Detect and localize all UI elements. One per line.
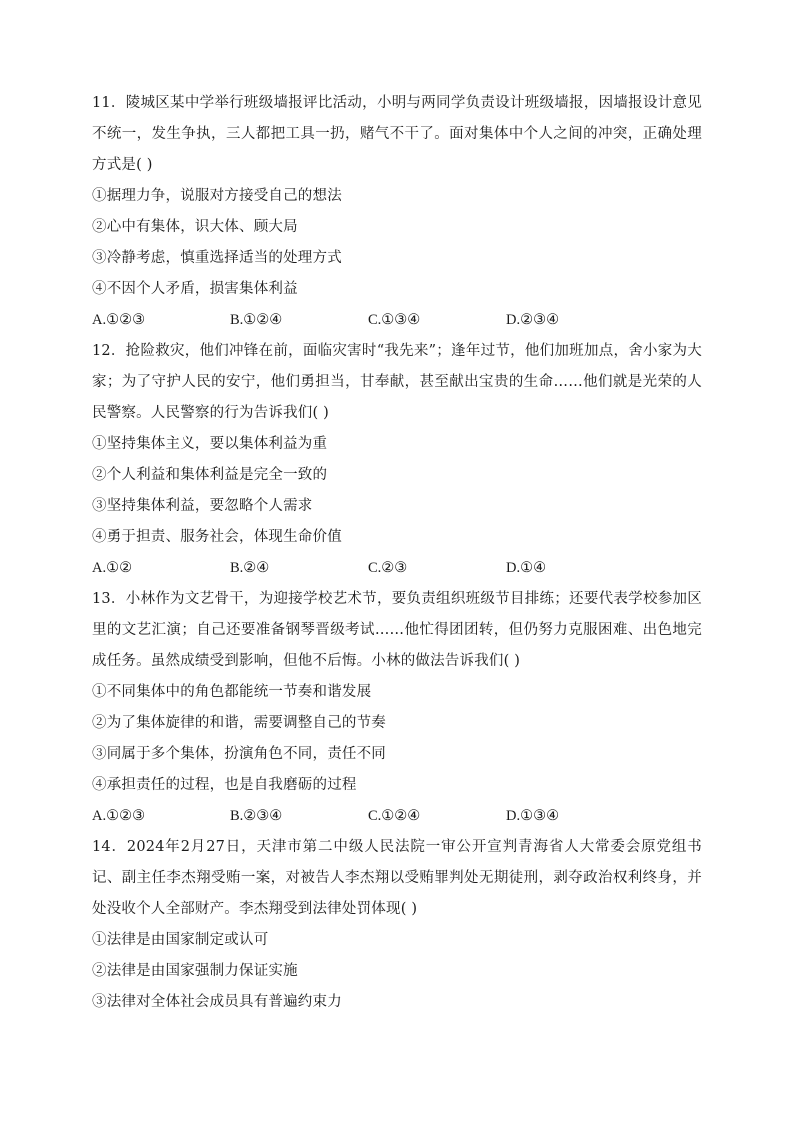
choice-b: B.②③④ bbox=[230, 808, 283, 824]
statement-4: ④勇于担责、服务社会，体现生命价值 bbox=[92, 529, 342, 545]
statement-3: ③法律对全体社会成员具有普遍约束力 bbox=[92, 994, 342, 1010]
choice-b: B.①②④ bbox=[230, 312, 283, 328]
statement-1: ①不同集体中的角色都能统一节奏和谐发展 bbox=[92, 684, 372, 700]
statement-1: ①法律是由国家制定或认可 bbox=[92, 932, 269, 948]
statement-1: ①据理力争，说服对方接受自己的想法 bbox=[92, 188, 342, 204]
question-stem: 14．2024年2月27日，天津市第二中级人民法院一审公开宣判青海省人大常委会原党组书记、副主任李杰翔受贿一案，对被告人李杰翔以受贿罪判处无期徒刑，剥夺政治权利终身，并处没收个人全部财产。李杰翔受到法律处罚体现( ) bbox=[92, 839, 702, 917]
question-12 bbox=[92, 336, 702, 584]
question-stem: 12．抢险救灾，他们冲锋在前，面临灾害时“我先来”；逢年过节，他们加班加点，舍小家为大家；为了守护人民的安宁，他们勇担当，甘奉献，甚至献出宝贵的生命……他们就是光荣的人民警察。人民警察的行为告诉我们( ) bbox=[92, 343, 702, 421]
question-13 bbox=[92, 584, 702, 832]
statement-3: ③冷静考虑，慎重选择适当的处理方式 bbox=[92, 250, 342, 266]
choice-b: B.②④ bbox=[230, 560, 270, 576]
choice-a: A.①② bbox=[92, 560, 133, 576]
choice-a: A.①②③ bbox=[92, 312, 146, 328]
question-14 bbox=[92, 832, 702, 1018]
choice-d: D.②③④ bbox=[506, 312, 560, 328]
question-stem: 11．陵城区某中学举行班级墙报评比活动，小明与两同学负责设计班级墙报，因墙报设计意见不统一，发生争执，三人都把工具一扔，赌气不干了。面对集体中个人之间的冲突，正确处理方式是( ) bbox=[92, 95, 702, 173]
choice-a: A.①②③ bbox=[92, 808, 146, 824]
statement-2: ②为了集体旋律的和谐，需要调整自己的节奏 bbox=[92, 715, 386, 731]
choice-d: D.①③④ bbox=[506, 808, 560, 824]
statement-1: ①坚持集体主义，要以集体利益为重 bbox=[92, 436, 328, 452]
statement-3: ③同属于多个集体，扮演角色不同，责任不同 bbox=[92, 746, 386, 762]
statement-4: ④承担责任的过程，也是自我磨砺的过程 bbox=[92, 777, 357, 793]
choice-d: D.①④ bbox=[506, 560, 547, 576]
answer-choices bbox=[92, 553, 702, 584]
statement-2: ②法律是由国家强制力保证实施 bbox=[92, 963, 298, 979]
question-11 bbox=[92, 88, 702, 336]
choice-c: C.①②④ bbox=[368, 808, 421, 824]
statement-2: ②个人利益和集体利益是完全一致的 bbox=[92, 467, 328, 483]
question-stem: 13．小林作为文艺骨干，为迎接学校艺术节，要负责组织班级节目排练；还要代表学校参加区里的文艺汇演；自己还要准备钢琴晋级考试……他忙得团团转，但仍努力克服困难、出色地完成任务。虽然成绩受到影响，但他不后悔。小林的做法告诉我们( ) bbox=[92, 591, 702, 669]
statement-4: ④不因个人矛盾，损害集体利益 bbox=[92, 281, 298, 297]
statement-2: ②心中有集体，识大体、顾大局 bbox=[92, 219, 298, 235]
answer-choices bbox=[92, 305, 702, 336]
choice-c: C.②③ bbox=[368, 560, 408, 576]
answer-choices bbox=[92, 801, 702, 832]
statement-3: ③坚持集体利益，要忽略个人需求 bbox=[92, 498, 313, 514]
choice-c: C.①③④ bbox=[368, 312, 421, 328]
